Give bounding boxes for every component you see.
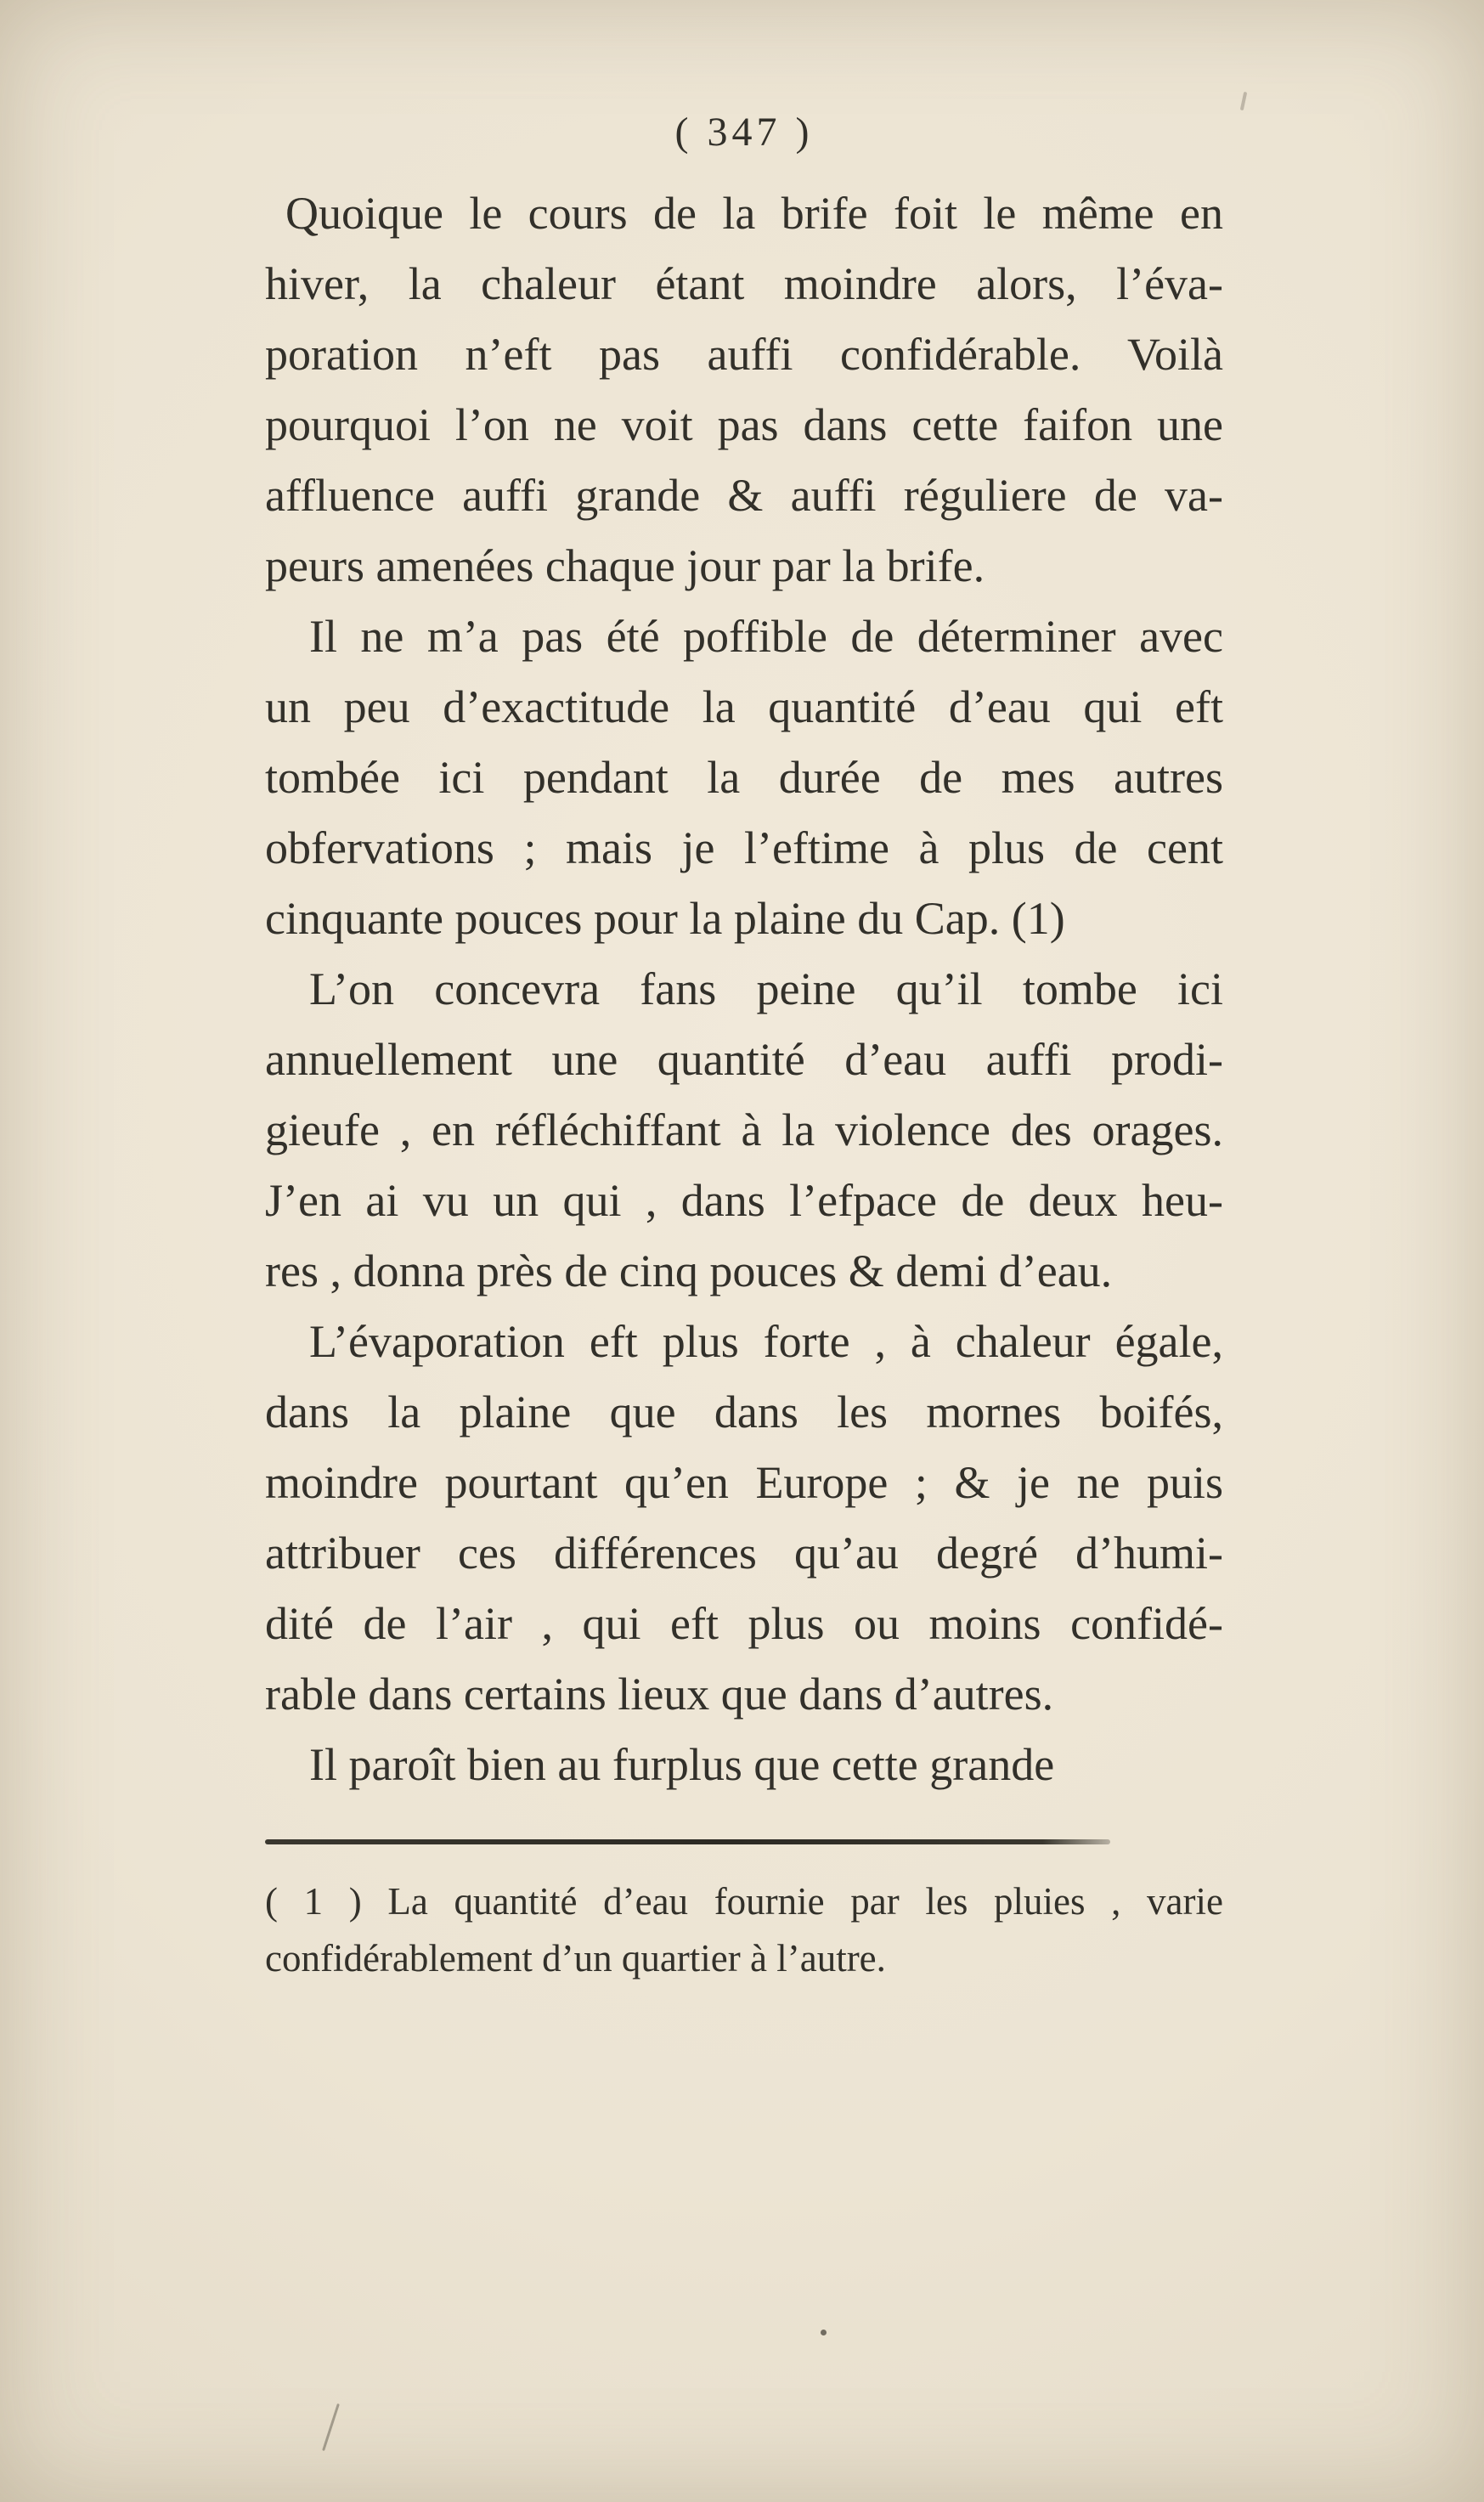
text-line: res , donna près de cinq pouces & demi d’eau. bbox=[265, 1245, 1113, 1296]
paragraph bbox=[265, 601, 1223, 954]
text-line: J’en ai vu un qui , dans l’efpace de deux heu- bbox=[265, 1175, 1223, 1226]
text-line: annuellement une quantité d’eau auffi prodi- bbox=[265, 1034, 1223, 1085]
text-line: Il ne m’a pas été poffible de déterminer avec bbox=[309, 611, 1223, 662]
text-line: rable dans certains lieux que dans d’autres. bbox=[265, 1669, 1054, 1720]
text-line: poration n’eft pas auffi confidérable. Voilà bbox=[265, 329, 1223, 380]
text-line: cinquante pouces pour la plaine du Cap. (1) bbox=[265, 893, 1065, 944]
ink-speck-top bbox=[1240, 92, 1247, 110]
paragraph bbox=[265, 954, 1223, 1307]
footnote-divider bbox=[265, 1839, 1110, 1844]
ink-speck bbox=[821, 2330, 827, 2335]
paragraph bbox=[265, 178, 1223, 601]
pen-mark bbox=[322, 2403, 340, 2451]
text-line: affluence auffi grande & auffi réguliere de va- bbox=[265, 470, 1223, 521]
text-line: tombée ici pendant la durée de mes autres bbox=[265, 752, 1223, 803]
text-line: L’on concevra fans peine qu’il tombe ici bbox=[309, 963, 1223, 1014]
text-line: dans la plaine que dans les mornes boifés, bbox=[265, 1387, 1223, 1437]
text-line: attribuer ces différences qu’au degré d’humi- bbox=[265, 1528, 1223, 1579]
text-line: dité de l’air , qui eft plus ou moins confidé- bbox=[265, 1598, 1223, 1649]
text-line: Il paroît bien au furplus que cette grande bbox=[309, 1739, 1055, 1790]
text-line: Quoique le cours de la brife foit le même en bbox=[285, 188, 1223, 239]
text-block bbox=[265, 109, 1223, 1987]
text-line: pourquoi l’on ne voit pas dans cette faifon une bbox=[265, 399, 1223, 450]
text-line: un peu d’exactitude la quantité d’eau qui eft bbox=[265, 681, 1223, 732]
text-line: obfervations ; mais je l’eftime à plus de cent bbox=[265, 822, 1223, 873]
text-line: gieufe , en réfléchiffant à la violence des orages. bbox=[265, 1104, 1223, 1155]
text-line: L’évaporation eft plus forte , à chaleur égale, bbox=[309, 1316, 1223, 1367]
text-line: hiver, la chaleur étant moindre alors, l’éva- bbox=[265, 258, 1223, 309]
text-line: moindre pourtant qu’en Europe ; & je ne puis bbox=[265, 1457, 1223, 1508]
text-line: peurs amenées chaque jour par la brife. bbox=[265, 540, 985, 591]
paragraph bbox=[265, 1307, 1223, 1730]
footnote-line: ( 1 ) La quantité d’eau fournie par les pluies , varie bbox=[265, 1880, 1223, 1923]
paragraph bbox=[265, 1730, 1223, 1800]
page-number: ( 347 ) bbox=[674, 110, 814, 155]
footnote bbox=[265, 1873, 1223, 1987]
page-body bbox=[265, 178, 1223, 1800]
footnote-line: confidérablement d’un quartier à l’autre. bbox=[265, 1937, 886, 1980]
